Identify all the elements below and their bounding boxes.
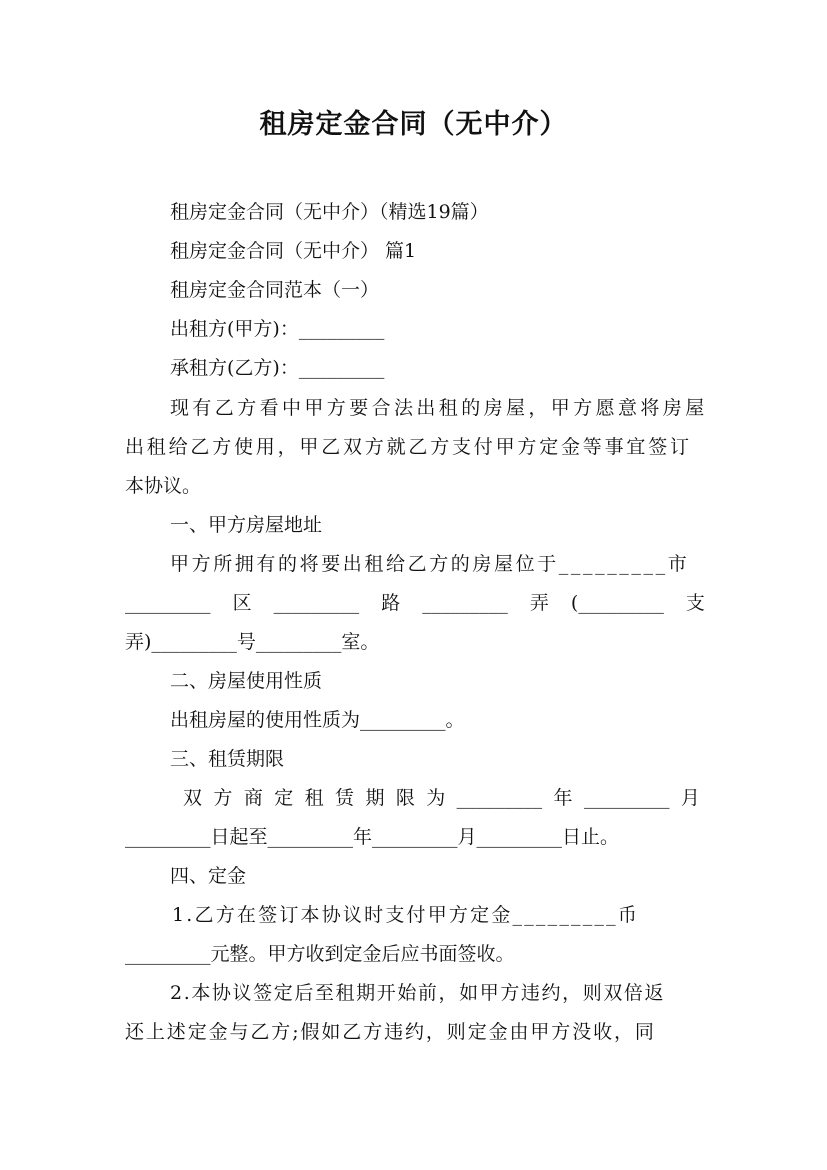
blank: _________ (422, 592, 508, 614)
paragraph-line: 出租房屋的使用性质为_________。 (170, 709, 465, 731)
document-title: 租房定金合同（无中介） (259, 109, 568, 140)
text-fragment: 支 (685, 592, 705, 614)
paragraph-line (183, 786, 700, 810)
paragraph-line: 现有乙方看中甲方要合法出租的房屋，甲方愿意将房屋 (170, 397, 708, 419)
text-fragment: 商 (243, 787, 263, 809)
text-fragment: 双 (183, 787, 203, 809)
paragraph-line: _________日起至_________年_________月_________日止。 (125, 826, 620, 848)
paragraph-line: 弄)_________号_________室。 (125, 631, 380, 653)
paragraph-line: 租房定金合同（无中介）（精选19篇） (170, 201, 489, 223)
paragraph-line: 甲方所拥有的将要出租给乙方的房屋位于_________市 (170, 553, 690, 575)
text-fragment: 月 (680, 787, 700, 809)
paragraph-line: 出租方(甲方)：_________ (170, 318, 385, 340)
paragraph-line: 租房定金合同（无中介） 篇1 (170, 240, 417, 262)
text-fragment: 赁 (335, 787, 355, 809)
blank: _________ (125, 592, 211, 614)
blank: _________ (583, 787, 670, 809)
blank: _________ (456, 787, 543, 809)
section-heading: 二、房屋使用性质 (170, 670, 323, 692)
text-fragment: 定 (274, 787, 294, 809)
text-fragment: 年 (553, 787, 573, 809)
text-fragment: 方 (213, 787, 233, 809)
text-fragment: 租 (304, 787, 324, 809)
text-fragment: 期 (365, 787, 385, 809)
paragraph-line: 还上述定金与乙方;假如乙方违约，则定金由甲方没收，同 (125, 1021, 656, 1043)
text-fragment: 限 (395, 787, 415, 809)
paragraph-line: 出租给乙方使用，甲乙双方就乙方支付甲方定金等事宜签订 (125, 436, 692, 458)
paragraph-line (125, 591, 705, 615)
text-fragment: 路 (381, 592, 401, 614)
text-fragment: 弄 (529, 592, 549, 614)
paragraph-line: 2.本协议签定后至租期开始前，如甲方违约，则双倍返 (170, 982, 666, 1004)
paragraph-line: 租房定金合同范本（一） (170, 279, 380, 301)
section-heading: 一、甲方房屋地址 (170, 514, 323, 536)
paragraph-line: 承租方(乙方)：_________ (170, 357, 385, 379)
blank: (_________ (570, 592, 664, 614)
section-heading: 三、租赁期限 (170, 748, 285, 770)
text-fragment: 为 (426, 787, 446, 809)
blank: _________ (273, 592, 360, 614)
paragraph-line: 本协议。 (125, 475, 202, 497)
paragraph-line: 1.乙方在签订本协议时支付甲方定金_________币 (172, 904, 640, 926)
paragraph-line: _________元整。甲方收到定金后应书面签收。 (125, 943, 515, 965)
text-fragment: 区 (232, 592, 252, 614)
section-heading: 四、定金 (170, 865, 247, 887)
